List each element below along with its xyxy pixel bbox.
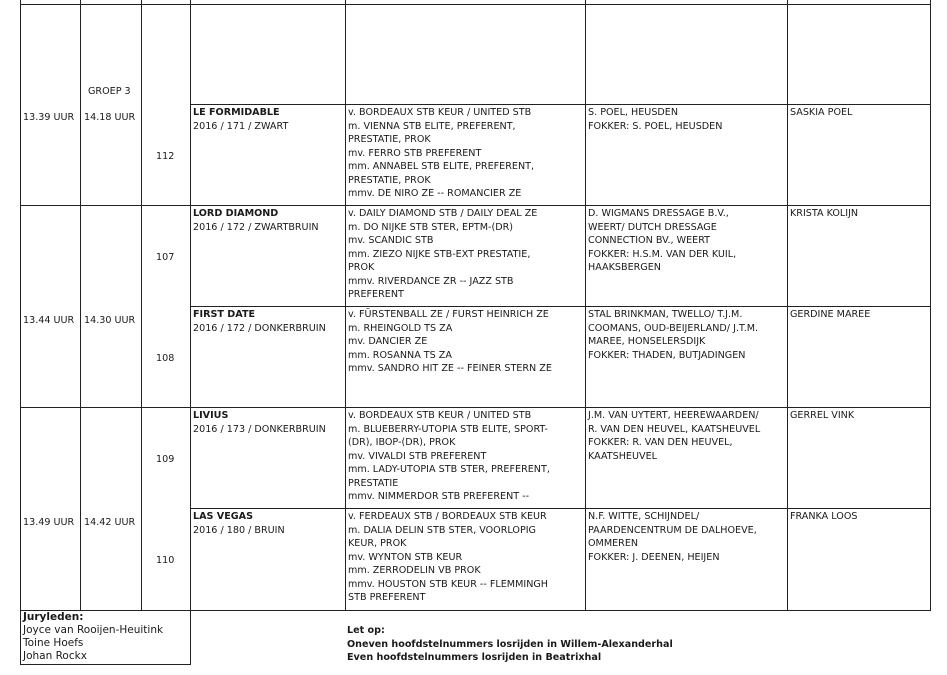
rider: GERDINE MAREE [790, 309, 871, 320]
notice-title: Let op: [347, 625, 385, 636]
owner-breeder: S. POEL, HEUSDEN FOKKER: S. POEL, HEUSDEN [588, 107, 723, 132]
rider: SASKIA POEL [790, 107, 853, 118]
owner-breeder: STAL BRINKMAN, TWELLO/ T.J.M. COOMANS, OUD-BEIJERLAND/ J.T.M. MAREE, HONSELERSDIJK FOKKER: THADEN, BUTJADINGEN [588, 309, 759, 361]
start-time-2: 14.18 UUR [84, 112, 136, 123]
pedigree: v. BORDEAUX STB KEUR / UNITED STB m. VIENNA STB ELITE, PREFERENT, PRESTATIE, PROK mv. FERRO STB PREFERENT mm. ANNABEL STB ELITE, PREFERENT, PRESTATIE, PROK mmv. DE NIRO ZE -- ROMANCIER ZE [348, 107, 535, 199]
horse-info: 2016 / 173 / DONKERBRUIN [193, 424, 326, 435]
start-time-1: 13.49 UUR [23, 517, 75, 528]
notice-line-2: Even hoofdstelnummers losrijden in Beatrixhal [347, 652, 602, 663]
horse-info: 2016 / 180 / BRUIN [193, 525, 285, 536]
rider: GERREL VINK [790, 410, 855, 421]
bridle-number: 110 [156, 555, 175, 566]
horse-info: 2016 / 172 / ZWARTBRUIN [193, 222, 319, 233]
pedigree: v. BORDEAUX STB KEUR / UNITED STB m. BLUEBERRY-UTOPIA STB ELITE, SPORT- (DR), IBOP-(DR), PROK mv. VIVALDI STB PREFERENT mm. LADY-UTOPIA STB STER, PREFERENT, PRESTATIE mmv. NIMMERDOR STB PREFERENT -- [348, 410, 550, 502]
start-time-1: 13.39 UUR [23, 112, 75, 123]
bridle-number: 107 [156, 252, 175, 263]
groep-label: GROEP 3 [88, 86, 131, 97]
horse-info: 2016 / 171 / ZWART [193, 121, 289, 132]
pedigree: v. DAILY DIAMOND STB / DAILY DEAL ZE m. DO NIJKE STB STER, EPTM-(DR) mv. SCANDIC STB mm. ZIEZO NIJKE STB-EXT PRESTATIE, PROK mmv. RIVERDANCE ZR -- JAZZ STB PREFERENT [348, 208, 538, 300]
horse-name: FIRST DATE [193, 309, 256, 320]
owner-breeder: D. WIGMANS DRESSAGE B.V., WEERT/ DUTCH DRESSAGE CONNECTION BV., WEERT FOKKER: H.S.M. VAN DER KUIL, HAAKSBERGEN [588, 208, 737, 273]
horse-name: LAS VEGAS [193, 511, 253, 522]
notice-line-1: Oneven hoofdstelnummers losrijden in Willem-Alexanderhal [347, 639, 673, 650]
bridle-number: 112 [156, 151, 175, 162]
start-time-2: 14.42 UUR [84, 517, 136, 528]
horse-name: LE FORMIDABLE [193, 107, 280, 118]
horse-name: LIVIUS [193, 410, 229, 421]
start-time-2: 14.30 UUR [84, 315, 136, 326]
horse-info: 2016 / 172 / DONKERBRUIN [193, 323, 326, 334]
pedigree: v. FERDEAUX STB / BORDEAUX STB KEUR m. DALIA DELIN STB STER, VOORLOPIG KEUR, PROK mv. WYNTON STB KEUR mm. ZERRODELIN VB PROK mmv. HOUSTON STB KEUR -- FLEMMINGH STB PREFERENT [348, 511, 549, 603]
bridle-number: 109 [156, 454, 175, 465]
horse-name: LORD DIAMOND [193, 208, 279, 219]
bridle-number: 108 [156, 353, 175, 364]
rider: FRANKA LOOS [790, 511, 858, 522]
jury-member: Joyce van Rooijen-Heuitink [23, 624, 164, 636]
rider: KRISTA KOLIJN [790, 208, 859, 219]
jury-title: Juryleden: [23, 611, 84, 623]
jury-member: Toine Hoefs [23, 637, 84, 649]
owner-breeder: J.M. VAN UYTERT, HEEREWAARDEN/ R. VAN DEN HEUVEL, KAATSHEUVEL FOKKER: R. VAN DEN HEUVEL, KAATSHEUVEL [588, 410, 761, 462]
jury-member: Johan Rockx [23, 650, 87, 662]
start-time-1: 13.44 UUR [23, 315, 75, 326]
pedigree: v. FÜRSTENBALL ZE / FURST HEINRICH ZE m. RHEINGOLD TS ZA mv. DANCIER ZE mm. ROSANNA TS ZA mmv. SANDRO HIT ZE -- FEINER STERN ZE [348, 309, 552, 374]
owner-breeder: N.F. WITTE, SCHIJNDEL/ PAARDENCENTRUM DE DALHOEVE, OMMEREN FOKKER: J. DEENEN, HEIJEN [588, 511, 757, 563]
